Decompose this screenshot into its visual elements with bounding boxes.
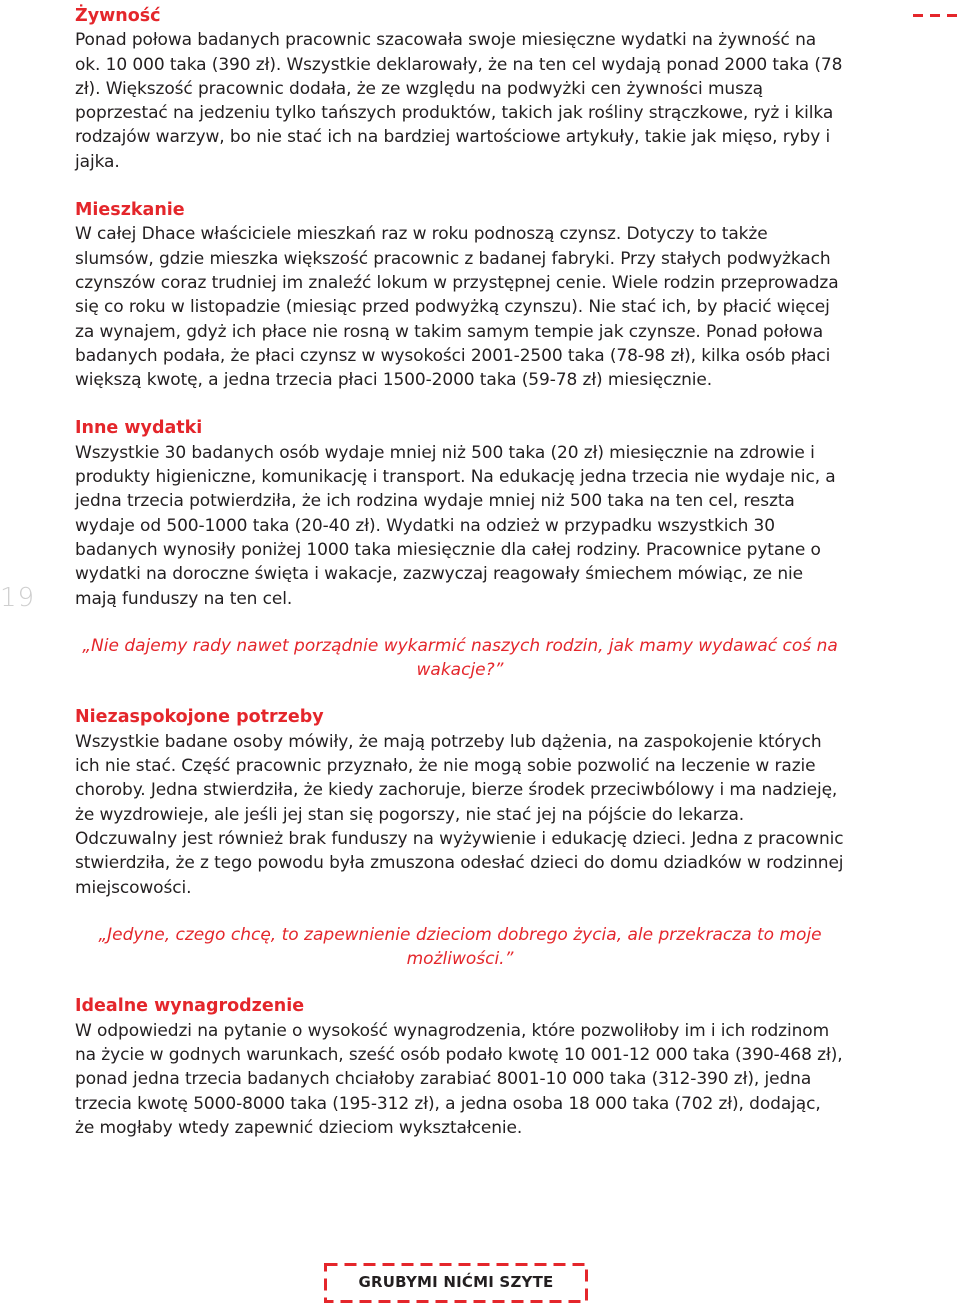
section-title-idealne-wynagrodzenie: Idealne wynagrodzenie (75, 996, 305, 1017)
article-body (75, 4, 845, 1140)
section-text-zywnosc: Ponad połowa badanych pracownic szacowała swoje miesięczne wydatki na żywność na ok. 10 000 taka (390 zł). Wszystkie deklarowały, że na ten cel wydają ponad 2000 taka (78 zł). Większość pracownic dodała, że ze względu na podwyżki cen żywności muszą poprzestać na jedzeniu tylko tańszych produktów, takich jak rośliny strączkowe, ryż i kilka rodzajów warzyw, bo nie stać ich na bardziej wartościowe artykuły, takie jak mięso, ryby i jajka. (75, 30, 843, 172)
footer-brand-box (324, 1263, 588, 1303)
section-text-idealne-wynagrodzenie: W odpowiedzi na pytanie o wysokość wynagrodzenia, które pozwoliłoby im i ich rodzinom na życie w godnych warunkach, sześć osób podało kwotę 10 001-12 000 taka (390-468 zł), ponad jedna trzecia badanych chciałoby zarabiać 8001-10 000 taka (312-390 zł), jedna trzecia kwotę 5000-8000 taka (195-312 zł), a jedna osoba 18 000 taka (702 zł), dodając, że mogłaby wtedy zapewnić dzieciom wykształcenie. (75, 1020, 843, 1138)
section-title-niezaspokojone-potrzeby: Niezaspokojone potrzeby (75, 707, 324, 728)
section-text-mieszkanie: W całej Dhace właściciele mieszkań raz w roku podnoszą czynsz. Dotyczy to także slumsów, gdzie mieszka większość pracownic z badanej fabryki. Przy stałych podwyżkach czynszów coraz trudniej im znaleźć lokum w przystępnej cenie. Wiele rodzin przeprowadza się co roku w listopadzie (miesiąc przed podwyżką czynszu). Nie stać ich, by płacić więcej za wynajem, gdyż ich płace nie rosną w takim samym tempie jak czynsze. Ponad połowa badanych podała, że płaci czynsz w wysokości 2001-2500 taka (78-98 zł), kilka osób płaci większą kwotę, a jedna trzecia płaci 1500-2000 taka (59-78 zł) miesięcznie. (75, 224, 839, 391)
page-number: 19 (0, 583, 36, 613)
section-title-inne-wydatki: Inne wydatki (75, 418, 203, 439)
footer-label: GRUBYMI NIĆMI SZYTE (358, 1273, 554, 1291)
section-title-mieszkanie: Mieszkanie (75, 200, 185, 221)
section-text-niezaspokojone-potrzeby: Wszystkie badane osoby mówiły, że mają potrzeby lub dążenia, na zaspokojenie których ich nie stać. Część pracownic przyznało, że nie mogą sobie pozwolić na leczenie w razie choroby. Jedna stwierdziła, że kiedy zachoruje, bierze środek przeciwbólowy i ma nadzieję, że wyzdrowieje, ale jeśli jej stan się pogorszy, nie stać jej na pójście do lekarza. Odczuwalny jest również brak funduszy na wyżywienie i edukację dzieci. Jedna z pracownic stwierdziła, że z tego powodu była zmuszona odesłać dzieci do domu dziadków w rodzinnej miejscowości. (75, 731, 844, 898)
corner-dash-decoration (913, 13, 958, 19)
section-text-inne-wydatki: Wszystkie 30 badanych osób wydaje mniej niż 500 taka (20 zł) miesięcznie na zdrowie i produkty higieniczne, komunikację i transport. Na edukację jedna trzecia nie wydaje nic, a jedna trzecia potwierdziła, że ich rodzina wydaje mniej niż 500 taka na ten cel, reszta wydaje od 500-1000 taka (20-40 zł). Wydatki na odzież w przypadku wszystkich 30 badanych wynosiły poniżej 1000 taka miesięcznie dla całej rodziny. Pracownice pytane o wydatki na doroczne święta i wakacje, zazwyczaj reagowały śmiechem mówiąc, ze nie mają funduszy na ten cel. (75, 442, 836, 609)
section-title-zywnosc: Żywność (75, 6, 161, 26)
pull-quote-1: „Nie dajemy rady nawet porządnie wykarmić naszych rodzin, jak mamy wydawać coś na wakacje?” (82, 635, 838, 681)
pull-quote-2: „Jedyne, czego chcę, to zapewnienie dzieciom dobrego życia, ale przekracza to moje możliwości.” (98, 924, 822, 970)
